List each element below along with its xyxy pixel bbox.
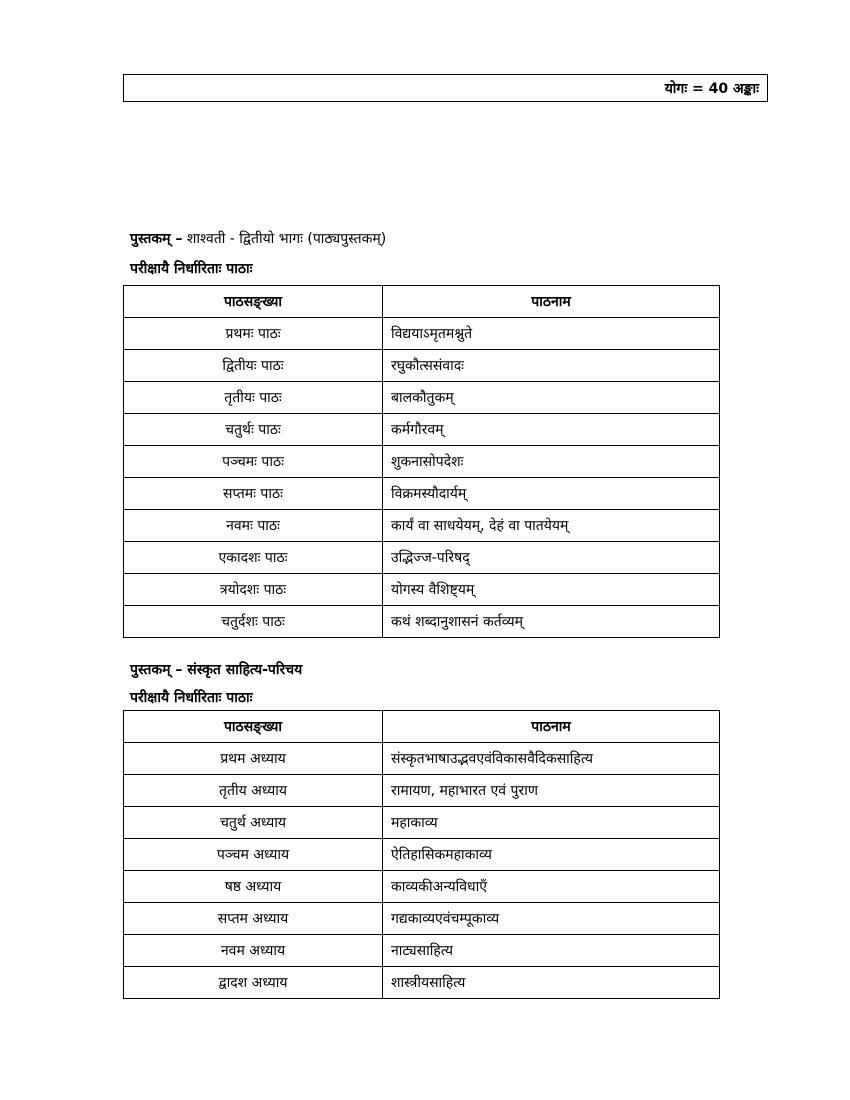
lesson-name-cell: ऐतिहासिकमहाकाव्य [383,839,720,871]
lesson-number-cell: तृतीय अध्याय [124,775,383,807]
table-row [124,318,720,350]
lesson-name-cell: महाकाव्य [383,807,720,839]
lesson-number-cell: सप्तमः पाठः [124,478,383,510]
table-row [124,510,720,542]
table-row [124,350,720,382]
table-row [124,807,720,839]
table-row [124,743,720,775]
lesson-number-cell: चतुर्दशः पाठः [124,606,383,638]
lesson-number-cell: पञ्चमः पाठः [124,446,383,478]
lesson-number-cell: त्रयोदशः पाठः [124,574,383,606]
table-row [124,839,720,871]
lesson-number-cell: नवमः पाठः [124,510,383,542]
lessons-table-2 [123,710,720,999]
lesson-number-cell: प्रथम अध्याय [124,743,383,775]
table-row [124,414,720,446]
lesson-number-cell: चतुर्थः पाठः [124,414,383,446]
total-marks-text: योगः = 40 अङ्काः [664,80,759,97]
header-lesson-name: पाठनाम [383,711,720,743]
table-header-row [124,286,720,318]
exam-lessons-heading-2: परीक्षायै निर्धारिताः पाठाः [130,690,253,706]
table-row [124,903,720,935]
book-heading-1 [130,229,386,248]
header-lesson-name: पाठनाम [383,286,720,318]
lessons-table-1 [123,285,720,638]
lesson-name-cell: गद्यकाव्यएवंचम्पूकाव्य [383,903,720,935]
lesson-number-cell: एकादशः पाठः [124,542,383,574]
table-row [124,574,720,606]
lesson-name-cell: नाट्यसाहित्य [383,935,720,967]
lesson-number-cell: सप्तम अध्याय [124,903,383,935]
exam-lessons-heading-1: परीक्षायै निर्धारिताः पाठाः [130,261,253,277]
table-row [124,606,720,638]
book-heading-2: पुस्तकम् – संस्कृत साहित्य-परिचय [130,662,303,678]
lesson-number-cell: नवम अध्याय [124,935,383,967]
table-row [124,775,720,807]
lesson-number-cell: चतुर्थ अध्याय [124,807,383,839]
table-row [124,967,720,999]
lesson-name-cell: काव्यकीअन्यविधाएँ [383,871,720,903]
lesson-name-cell: बालकौतुकम् [383,382,720,414]
lesson-name-cell: कथं शब्दानुशासनं कर्तव्यम् [383,606,720,638]
lesson-name-cell: रघुकौत्ससंवादः [383,350,720,382]
table-row [124,478,720,510]
table-header-row [124,711,720,743]
book-title-1: शाश्वती - द्वितीयो भागः (पाठ्यपुस्तकम्) [186,231,387,247]
table-row [124,542,720,574]
lesson-name-cell: कार्यं वा साधयेयम्, देहं वा पातयेयम् [383,510,720,542]
lesson-name-cell: संस्कृतभाषाउद्भवएवंविकासवैदिकसाहित्य [383,743,720,775]
table-row [124,446,720,478]
lesson-number-cell: प्रथमः पाठः [124,318,383,350]
header-lesson-number: पाठसङ्ख्या [124,286,383,318]
total-marks-box [123,74,768,102]
lesson-number-cell: पञ्चम अध्याय [124,839,383,871]
lesson-name-cell: शुकनासोपदेशः [383,446,720,478]
lesson-name-cell: विक्रमस्यौदार्यम् [383,478,720,510]
lesson-number-cell: षष्ठ अध्याय [124,871,383,903]
lesson-number-cell: द्वितीयः पाठः [124,350,383,382]
lesson-name-cell: कर्मगौरवम् [383,414,720,446]
lesson-number-cell: द्वादश अध्याय [124,967,383,999]
lesson-number-cell: तृतीयः पाठः [124,382,383,414]
table-row [124,382,720,414]
lesson-name-cell: उद्भिज्ज-परिषद् [383,542,720,574]
lesson-name-cell: रामायण, महाभारत एवं पुराण [383,775,720,807]
book-label-1: पुस्तकम् – [130,231,183,247]
header-lesson-number: पाठसङ्ख्या [124,711,383,743]
table-row [124,935,720,967]
lesson-name-cell: विद्ययाऽमृतमश्नुते [383,318,720,350]
lesson-name-cell: योगस्य वैशिष्ट्यम् [383,574,720,606]
table-row [124,871,720,903]
lesson-name-cell: शास्त्रीयसाहित्य [383,967,720,999]
